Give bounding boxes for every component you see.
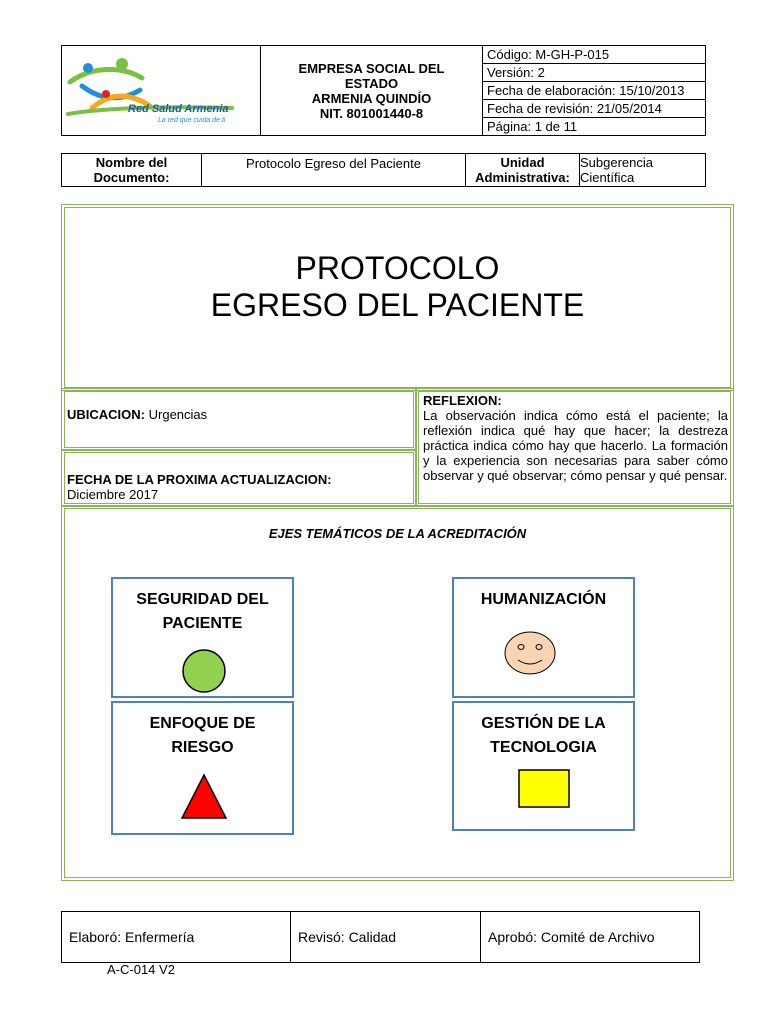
- company-nit: NIT. 801001440-8: [319, 105, 424, 121]
- company-title: [261, 46, 483, 135]
- approval-footer: [61, 911, 700, 963]
- card-gestion-tecnologia: [452, 701, 635, 831]
- document-info-row: [61, 153, 706, 187]
- fecha-actualizacion-label: FECHA DE LA PROXIMA ACTUALIZACION:: [67, 472, 332, 487]
- card-label: HUMANIZACIÓN: [480, 591, 607, 608]
- meta-fecha-revision: Fecha de revisión: 21/05/2014: [483, 100, 705, 118]
- document-name-label: Nombre del Documento:: [62, 154, 202, 186]
- document-name-value: Protocolo Egreso del Paciente: [202, 154, 466, 186]
- company-line: ESTADO: [344, 75, 399, 91]
- title-line-1: PROTOCOLO: [295, 250, 500, 286]
- fecha-actualizacion-box: [64, 452, 414, 504]
- company-line: EMPRESA SOCIAL DEL: [298, 60, 445, 76]
- unit-value: Subgerencia Científica: [580, 155, 653, 185]
- green-circle-icon: [180, 647, 228, 695]
- card-seguridad-paciente: [111, 577, 294, 698]
- fecha-actualizacion-value: Diciembre 2017: [67, 487, 159, 502]
- reviso-cell: Revisó: Calidad: [291, 912, 481, 962]
- form-code: A-C-014 V2: [107, 962, 175, 977]
- card-enfoque-riesgo: [111, 701, 294, 835]
- card-label: ENFOQUE DE RIESGO: [149, 715, 256, 756]
- ubicacion-value: Urgencias: [148, 407, 208, 422]
- header-table: [61, 45, 706, 136]
- document-title: [64, 250, 731, 324]
- card-label: GESTIÓN DE LA TECNOLOGIA: [481, 715, 606, 756]
- card-label: SEGURIDAD DEL PACIENTE: [136, 591, 269, 632]
- smiley-face-icon: [502, 629, 558, 677]
- yellow-rectangle-icon: [518, 769, 570, 809]
- meta-pagina: Página: 1 de 11: [487, 119, 578, 134]
- meta-fecha-elaboracion: Fecha de elaboración: 15/10/2013: [483, 82, 705, 100]
- card-humanizacion: [452, 577, 635, 698]
- company-line: ARMENIA QUINDÍO: [311, 90, 432, 106]
- ubicacion-box: [64, 391, 414, 448]
- reflexion-text: La observación indica cómo está el paciente; la reflexión indica qué hay que hacer; la destreza práctica indica cómo hay que hacerlo. La formación y la experiencia son necesarias para saber cómo observar y qué observar; cómo pensar y qué pensar.: [423, 408, 728, 483]
- elaboro-cell: Elaboró: Enfermería: [62, 912, 291, 962]
- red-triangle-icon: [180, 773, 228, 821]
- title-line-2: EGRESO DEL PACIENTE: [210, 287, 585, 323]
- svg-text:La red que cuida de ti: La red que cuida de ti: [158, 117, 226, 124]
- unit-label: Unidad Administrativa:: [466, 154, 580, 186]
- aprobo-cell: Aprobó: Comité de Archivo: [488, 929, 655, 945]
- ejes-tematicos-title: EJES TEMÁTICOS DE LA ACREDITACIÓN: [268, 526, 527, 541]
- reflexion-box: [418, 391, 731, 504]
- ubicacion-label: UBICACION:: [67, 407, 145, 422]
- logo-cell: [62, 46, 261, 135]
- meta-version: Versión: 2: [483, 64, 705, 82]
- meta-codigo: Código: M-GH-P-015: [483, 46, 705, 64]
- svg-text:Red Salud Armenia: Red Salud Armenia: [128, 103, 229, 115]
- reflexion-label: REFLEXION:: [423, 393, 502, 408]
- red-salud-armenia-logo: [62, 46, 261, 135]
